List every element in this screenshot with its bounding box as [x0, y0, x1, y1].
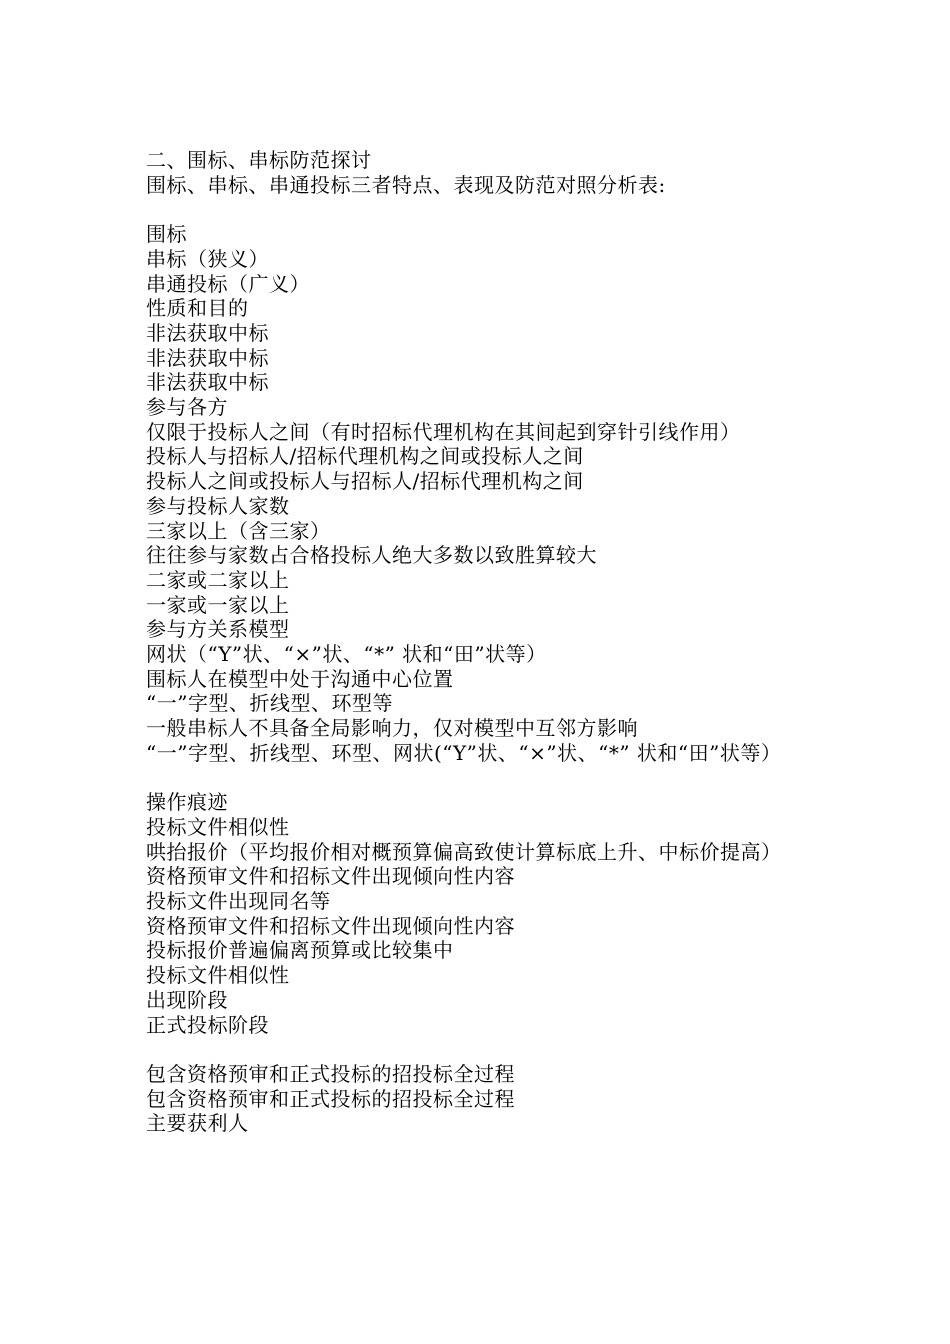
table-cell: 投标文件相似性: [146, 814, 290, 839]
table-cell: 非法获取中标: [146, 345, 269, 370]
table-caption: 围标、串标、串通投标三者特点、表现及防范对照分析表:: [146, 172, 666, 197]
table-cell: 一家或一家以上: [146, 592, 290, 617]
table-cell: 围标人在模型中处于沟通中心位置: [146, 666, 454, 691]
row-label: 参与各方: [146, 395, 228, 420]
row-label: 参与方关系模型: [146, 617, 290, 642]
table-cell: 二家或二家以上: [146, 567, 290, 592]
table-cell: 网状（“Y”状、“×”状、“*” 状和“田”状等）: [146, 642, 547, 667]
table-cell: “一”字型、折线型、环型等: [146, 691, 393, 716]
table-cell: “一”字型、折线型、环型、网状(“Y”状、“×”状、“*” 状和“田”状等）: [146, 740, 782, 765]
table-cell: 投标报价普遍偏离预算或比较集中: [146, 938, 454, 963]
blank-line: [146, 766, 810, 791]
table-cell: 仅限于投标人之间（有时招标代理机构在其间起到穿针引线作用）: [146, 419, 741, 444]
table-cell: 投标人之间或投标人与招标人/招标代理机构之间: [146, 469, 584, 494]
row-label: 性质和目的: [146, 296, 249, 321]
column-header: 串标（狭义）: [146, 246, 269, 271]
row-label: 操作痕迹: [146, 790, 228, 815]
table-cell: 一般串标人不具备全局影响力，仅对模型中互邻方影响: [146, 716, 638, 741]
document-body: [146, 148, 810, 1136]
table-cell: 非法获取中标: [146, 370, 269, 395]
table-cell: 非法获取中标: [146, 320, 269, 345]
row-label: 主要获利人: [146, 1111, 249, 1136]
blank-line: [146, 197, 810, 222]
row-label: 出现阶段: [146, 987, 228, 1012]
blank-line: [146, 1037, 810, 1062]
column-header: 围标: [146, 222, 187, 247]
row-label: 参与投标人家数: [146, 493, 290, 518]
table-cell: 资格预审文件和招标文件出现倾向性内容: [146, 913, 515, 938]
table-cell: 投标文件出现同名等: [146, 889, 331, 914]
section-heading: 二、围标、串标防范探讨: [146, 148, 372, 172]
column-header: 串通投标（广义）: [146, 271, 310, 296]
table-cell: 包含资格预审和正式投标的招投标全过程: [146, 1061, 515, 1086]
table-cell: 资格预审文件和招标文件出现倾向性内容: [146, 864, 515, 889]
table-cell: 正式投标阶段: [146, 1012, 269, 1037]
table-cell: 三家以上（含三家）: [146, 518, 331, 543]
table-cell: 哄抬报价（平均报价相对概预算偏高致使计算标底上升、中标价提高）: [146, 839, 782, 864]
table-cell: 包含资格预审和正式投标的招投标全过程: [146, 1086, 515, 1111]
table-cell: 往往参与家数占合格投标人绝大多数以致胜算较大: [146, 543, 597, 568]
table-cell: 投标文件相似性: [146, 963, 290, 988]
table-cell: 投标人与招标人/招标代理机构之间或投标人之间: [146, 444, 584, 469]
